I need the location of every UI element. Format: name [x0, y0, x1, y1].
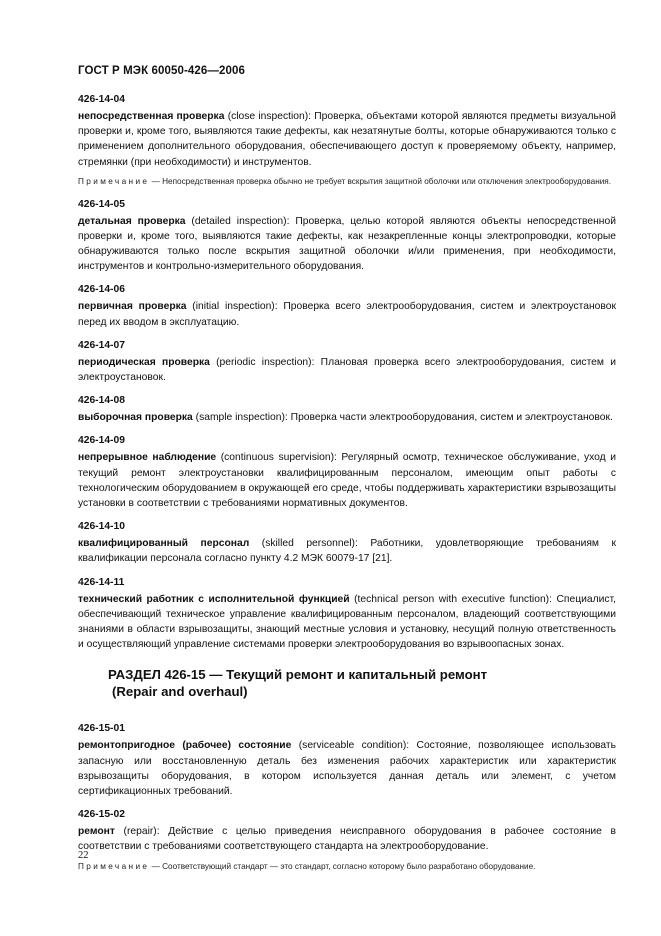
- term-definition: [78, 214, 616, 275]
- term-entry: [78, 198, 616, 275]
- term-number: 426-14-04: [78, 94, 125, 105]
- term-number: 426-14-09: [78, 435, 125, 447]
- term-entry: [78, 520, 616, 566]
- term-number: 426-14-06: [78, 284, 125, 296]
- term-definition: [78, 536, 616, 566]
- term-english: (continuous supervision):: [220, 452, 337, 464]
- term-text: Проверка части электрооборудования, систем и электроустановок.: [290, 412, 613, 424]
- term-text: Проверка, объектами которой являются предметы визуальной проверки и, кроме того, выявляются такие дефекты, как незатянутые болты, которые обнаруживаются только с применением дополнительного оборудования, обеспечивающего доступ к проверяемому объекту, например, стремянки (при необходимости) и инструментов.: [78, 111, 616, 168]
- section-title: РАЗДЕЛ 426-15 — Текущий ремонт и капитальный ремонт: [108, 667, 488, 683]
- term-text: Специалист, обеспечивающий техническое управление квалифицированным персоналом, владеющий соответствующими знаниями в области взрывозащиты, знающий местные условия и установку, несущий полную ответственность и осуществляющий управление системами проверки электрооборудования во взрывоопасных зонах.: [78, 593, 616, 651]
- term-text: Проверка, целью которой являются объекты непосредственной проверки и, кроме того, выявляются такие дефекты, как незакрепленные концы электропроводки, которые обнаруживаются только после вскрытия защитной оболочки и/или применения, при необходимости, инструментов и контрольно-измерительного оборудования.: [78, 215, 616, 273]
- term-entry: [78, 722, 616, 799]
- term-definition: [78, 824, 616, 854]
- page-number: 22: [78, 850, 89, 861]
- term-name: ремонтопригодное (рабочее) состояние: [78, 740, 292, 752]
- term-entry: [78, 434, 616, 511]
- term-english: (repair):: [123, 826, 160, 838]
- note-label: Примечание: [78, 861, 150, 871]
- term-definition: [78, 109, 616, 170]
- term-number: 426-14-11: [78, 576, 125, 588]
- note: [78, 861, 616, 874]
- term-name: непосредственная проверка: [78, 111, 225, 122]
- note-text: — Непосредственная проверка обычно не требует вскрытия защитной оболочки или отключения электрооборудования.: [151, 176, 612, 186]
- term-definition: [78, 738, 616, 799]
- term-english: (detailed inspection):: [191, 215, 290, 227]
- term-english: (periodic inspection):: [216, 356, 315, 368]
- term-english: (technical person with executive function):: [354, 593, 552, 605]
- term-text: Действие с целью приведения неисправного оборудования в рабочее состояние в соответствии с требованиями соответствующего стандарта на электрооборудование.: [78, 826, 616, 853]
- term-entry: [78, 93, 616, 189]
- term-english: (skilled personnel):: [261, 538, 358, 550]
- note-label: Примечание: [78, 176, 150, 186]
- term-english: (initial inspection):: [192, 301, 278, 313]
- term-number: 426-15-01: [78, 723, 125, 735]
- term-number: 426-14-08: [78, 395, 125, 407]
- term-text: Проверка всего электрооборудования, систем и электроустановок перед их вводом в эксплуатацию.: [78, 301, 616, 328]
- document-header: ГОСТ Р МЭК 60050-426—2006: [78, 65, 245, 77]
- term-text: Плановая проверка всего электрооборудования, систем и электроустановок.: [78, 356, 616, 384]
- term-entry: [78, 339, 616, 385]
- term-name: технический работник с исполнительной функцией: [78, 593, 350, 605]
- note: [78, 176, 616, 189]
- term-number: 426-15-02: [78, 809, 125, 821]
- term-entry: [78, 394, 616, 425]
- term-name: выборочная проверка: [78, 412, 193, 424]
- note-text: — Соответствующий стандарт — это стандарт, согласно которому было разработано оборудование.: [151, 861, 536, 871]
- term-text: Работники, удовлетворяющие требованиям к квалификации персонала согласно пункту 4.2 МЭК 60079-17 [21].: [78, 538, 617, 565]
- term-name: первичная проверка: [78, 301, 187, 313]
- term-definition: [78, 592, 616, 653]
- section-heading: [108, 666, 616, 700]
- term-definition: [78, 450, 616, 511]
- term-name: непрерывное наблюдение: [78, 452, 217, 464]
- term-number: 426-14-10: [78, 521, 125, 533]
- term-entry: [78, 808, 616, 873]
- term-number: 426-14-07: [78, 339, 125, 351]
- term-name: детальная проверка: [78, 215, 186, 227]
- term-definition: [78, 355, 616, 385]
- term-number: 426-14-05: [78, 198, 125, 210]
- term-english: (close inspection):: [227, 111, 312, 122]
- term-name: периодическая проверка: [78, 356, 210, 368]
- term-entry: [78, 576, 616, 653]
- term-definition: [78, 299, 616, 329]
- term-english: (sample inspection):: [195, 412, 288, 424]
- section-subtitle: (Repair and overhaul): [112, 684, 248, 700]
- document-body: [78, 93, 616, 882]
- term-name: ремонт: [78, 826, 115, 838]
- term-entry: [78, 283, 616, 329]
- term-text: Состояние, позволяющее использовать запасную или восстановленную деталь без изменения рабочих характеристик или характеристик взрывозащиты оборудования, в котором используется данная деталь или элемент, с учетом сертификационных требований.: [78, 740, 616, 798]
- term-text: Регулярный осмотр, техническое обслуживание, уход и текущий ремонт электроустановки квалифицированным персоналом, имеющим опыт работы с технологическим оборудованием в окружающей его среде, чтобы поддерживать характеристики взрывозащиты установки в соответствии с требованиями нормативных документов.: [78, 452, 616, 510]
- term-definition: [78, 410, 616, 425]
- term-english: (serviceable condition):: [298, 740, 410, 752]
- term-name: квалифицированный персонал: [78, 538, 250, 550]
